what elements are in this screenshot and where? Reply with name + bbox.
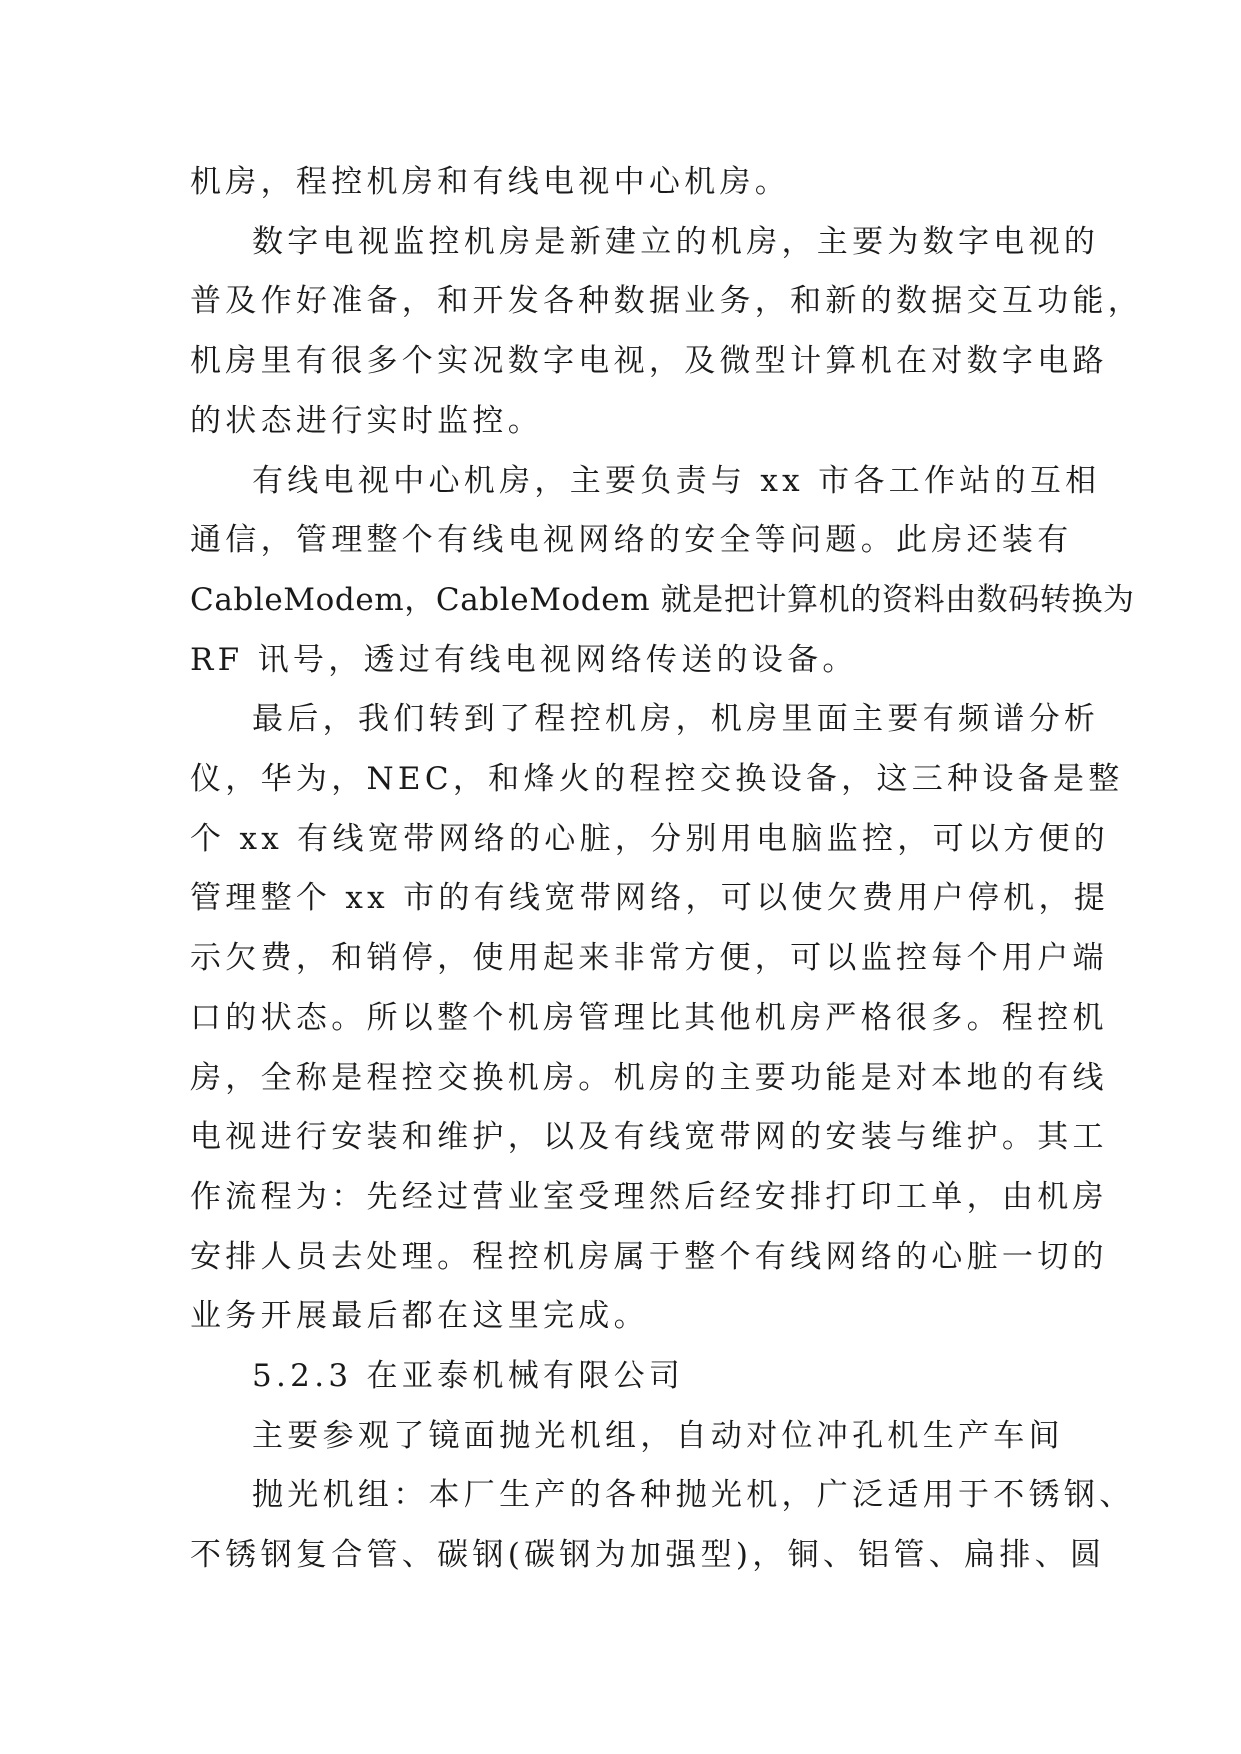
text-line: 个 xx 有线宽带网络的心脏，分别用电脑监控，可以方便的 <box>190 820 1110 857</box>
text-line: RF 讯号，透过有线电视网络传送的设备。 <box>190 641 858 678</box>
text-line: 通信，管理整个有线电视网络的安全等问题。此房还装有 <box>190 522 1073 559</box>
text-line: 机房里有很多个实况数字电视，及微型计算机在对数字电路 <box>190 343 1108 380</box>
text-line: 管理整个 xx 市的有线宽带网络，可以使欠费用户停机，提 <box>190 880 1110 917</box>
text-line: 仪，华为，NEC，和烽火的程控交换设备，这三种设备是整 <box>190 761 1124 798</box>
text-line: 主要参观了镜面抛光机组，自动对位冲孔机生产车间 <box>252 1417 1064 1454</box>
text-line: 5.2.3 在亚泰机械有限公司 <box>252 1358 685 1395</box>
text-line: CableModem，CableModem 就是把计算机的资料由数码转换为 <box>190 581 1135 618</box>
paragraph-1 <box>190 153 1058 213</box>
text-line: 机房，程控机房和有线电视中心机房。 <box>190 164 791 200</box>
text-line: 抛光机组：本厂生产的各种抛光机，广泛适用于不锈钢、 <box>252 1477 1135 1514</box>
text-line: 最后，我们转到了程控机房，机房里面主要有频谱分析 <box>252 701 1100 738</box>
paragraph-3 <box>190 452 1135 691</box>
text-line: 房，全称是程控交换机房。机房的主要功能是对本地的有线 <box>190 1059 1108 1096</box>
paragraph-4 <box>190 690 1124 1347</box>
text-line: 作流程为：先经过营业室受理然后经安排打印工单，由机房 <box>190 1178 1108 1215</box>
text-line: 示欠费，和销停，使用起来非常方便，可以监控每个用户端 <box>190 940 1108 977</box>
paragraph-2 <box>190 213 1144 452</box>
text-line: 安排人员去处理。程控机房属于整个有线网络的心脏一切的 <box>190 1238 1108 1275</box>
text-line: 电视进行安装和维护，以及有线宽带网的安装与维护。其工 <box>190 1119 1108 1156</box>
text-line: 数字电视监控机房是新建立的机房，主要为数字电视的 <box>252 223 1100 260</box>
text-line: 有线电视中心机房，主要负责与 xx 市各工作站的互相 <box>252 462 1101 499</box>
paragraph-7 <box>190 1466 1135 1585</box>
text-line: 业务开展最后都在这里完成。 <box>190 1298 649 1335</box>
text-line: 口的状态。所以整个机房管理比其他机房严格很多。程控机 <box>190 999 1108 1036</box>
text-line: 不锈钢复合管、碳钢(碳钢为加强型)，铜、铝管、扁排、圆 <box>190 1537 1106 1574</box>
paragraph-6 <box>190 1407 1064 1467</box>
section-heading-5-2-3 <box>190 1347 1058 1407</box>
text-line: 的状态进行实时监控。 <box>190 402 543 439</box>
text-line: 普及作好准备，和开发各种数据业务，和新的数据交互功能， <box>190 283 1144 320</box>
document-body <box>190 153 1144 1586</box>
